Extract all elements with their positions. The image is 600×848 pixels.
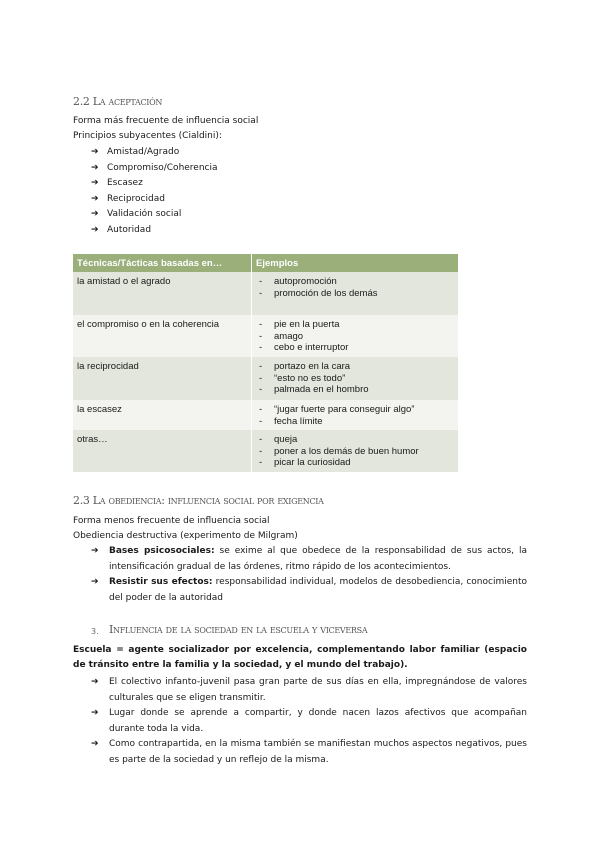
arrow-icon: ➔ (91, 739, 99, 749)
example-item: - picar la curiosidad (256, 457, 454, 469)
bullet-paragraph: ➔ Resistir sus efectos: responsabilidad individual, modelos de desobediencia, conocimiento del poder de la autoridad (91, 577, 527, 603)
table-cell-examples (252, 272, 459, 315)
bullet-paragraph: ➔ Bases psicosociales: se exime al que obedece de la responsabilidad de sus actos, la intensificación gradual de las órdenes, ritmo rápido de los acontecimientos. (91, 546, 528, 572)
bullet-paragraph: ➔ El colectivo infanto-juvenil pasa gran parte de sus días en ella, impregnándose de valores culturales que se eligen transmitir. (91, 677, 527, 703)
arrow-icon: ➔ (91, 577, 99, 587)
text-line: Forma menos frecuente de influencia social (73, 516, 270, 526)
text-line: Principios subyacentes (Cialdini): (73, 131, 222, 141)
section-heading-2-3: 2.3 La obediencia: influencia social por exigencia (73, 494, 324, 507)
table-cell-technique: la escasez (73, 400, 252, 430)
example-item: - portazo en la cara (256, 361, 454, 373)
arrow-icon: ➔ (91, 209, 99, 219)
example-item: - “jugar fuerte para conseguir algo” (256, 404, 454, 416)
section-number: 3. (91, 627, 99, 636)
bullet-paragraph: ➔ Lugar donde se aprende a compartir, y donde nacen lazos afectivos que acompañan durante toda la vida. (91, 708, 527, 734)
example-item: - autopromoción (256, 276, 454, 288)
example-item: - promoción de los demás (256, 288, 454, 300)
table-cell-examples (252, 315, 459, 357)
example-item: - cebo e interruptor (256, 342, 454, 354)
table-row (73, 272, 458, 315)
arrow-icon: ➔ (91, 194, 99, 204)
arrow-icon: ➔ (91, 677, 99, 687)
principle-item: ➔ Reciprocidad (91, 194, 165, 204)
table-header-row (73, 254, 458, 272)
table-row (73, 315, 458, 357)
bullet-paragraph: ➔ Como contrapartida, en la misma también se manifiestan muchos aspectos negativos, pues es parte de la sociedad y un reflejo de la misma. (91, 739, 527, 765)
example-item: - queja (256, 434, 454, 446)
table-cell-technique: la amistad o el agrado (73, 272, 252, 315)
example-item: - “esto no es todo” (256, 373, 454, 385)
table-cell-examples (252, 430, 459, 472)
text-line: Obediencia destructiva (experimento de Milgram) (73, 531, 298, 541)
principle-item: ➔ Compromiso/Coherencia (91, 163, 218, 173)
table-cell-technique: otras… (73, 430, 252, 472)
arrow-icon: ➔ (91, 178, 99, 188)
example-item: - pie en la puerta (256, 319, 454, 331)
text-line: Forma más frecuente de influencia social (73, 116, 259, 126)
principle-item: ➔ Escasez (91, 178, 143, 188)
table-row (73, 430, 458, 472)
table-row (73, 357, 458, 400)
techniques-table (73, 254, 458, 472)
table-cell-examples (252, 357, 459, 400)
table-header-cell: Técnicas/Tácticas basadas en… (73, 254, 252, 272)
arrow-icon: ➔ (91, 708, 99, 718)
example-item: - fecha límite (256, 416, 454, 428)
principle-item: ➔ Amistad/Agrado (91, 147, 180, 157)
arrow-icon: ➔ (91, 163, 99, 173)
arrow-icon: ➔ (91, 225, 99, 235)
arrow-icon: ➔ (91, 147, 99, 157)
section-heading-2-2: 2.2 La aceptación (73, 95, 163, 108)
section-heading-3: Influencia de la sociedad en la escuela y viceversa (109, 623, 368, 636)
table-cell-examples (252, 400, 459, 430)
example-item: - amago (256, 331, 454, 343)
principle-item: ➔ Autoridad (91, 225, 152, 235)
table-header-cell: Ejemplos (252, 254, 459, 272)
example-item: - palmada en el hombro (256, 384, 454, 396)
principle-item: ➔ Validación social (91, 209, 182, 219)
example-item: - poner a los demás de buen humor (256, 446, 454, 458)
intro-paragraph: Escuela = agente socializador por excelencia, complementando labor familiar (espacio de tránsito entre la familia y la sociedad, y el mundo del trabajo). (73, 645, 527, 670)
table-cell-technique: el compromiso o en la coherencia (73, 315, 252, 357)
table-row (73, 400, 458, 430)
table-cell-technique: la reciprocidad (73, 357, 252, 400)
arrow-icon: ➔ (91, 546, 99, 556)
